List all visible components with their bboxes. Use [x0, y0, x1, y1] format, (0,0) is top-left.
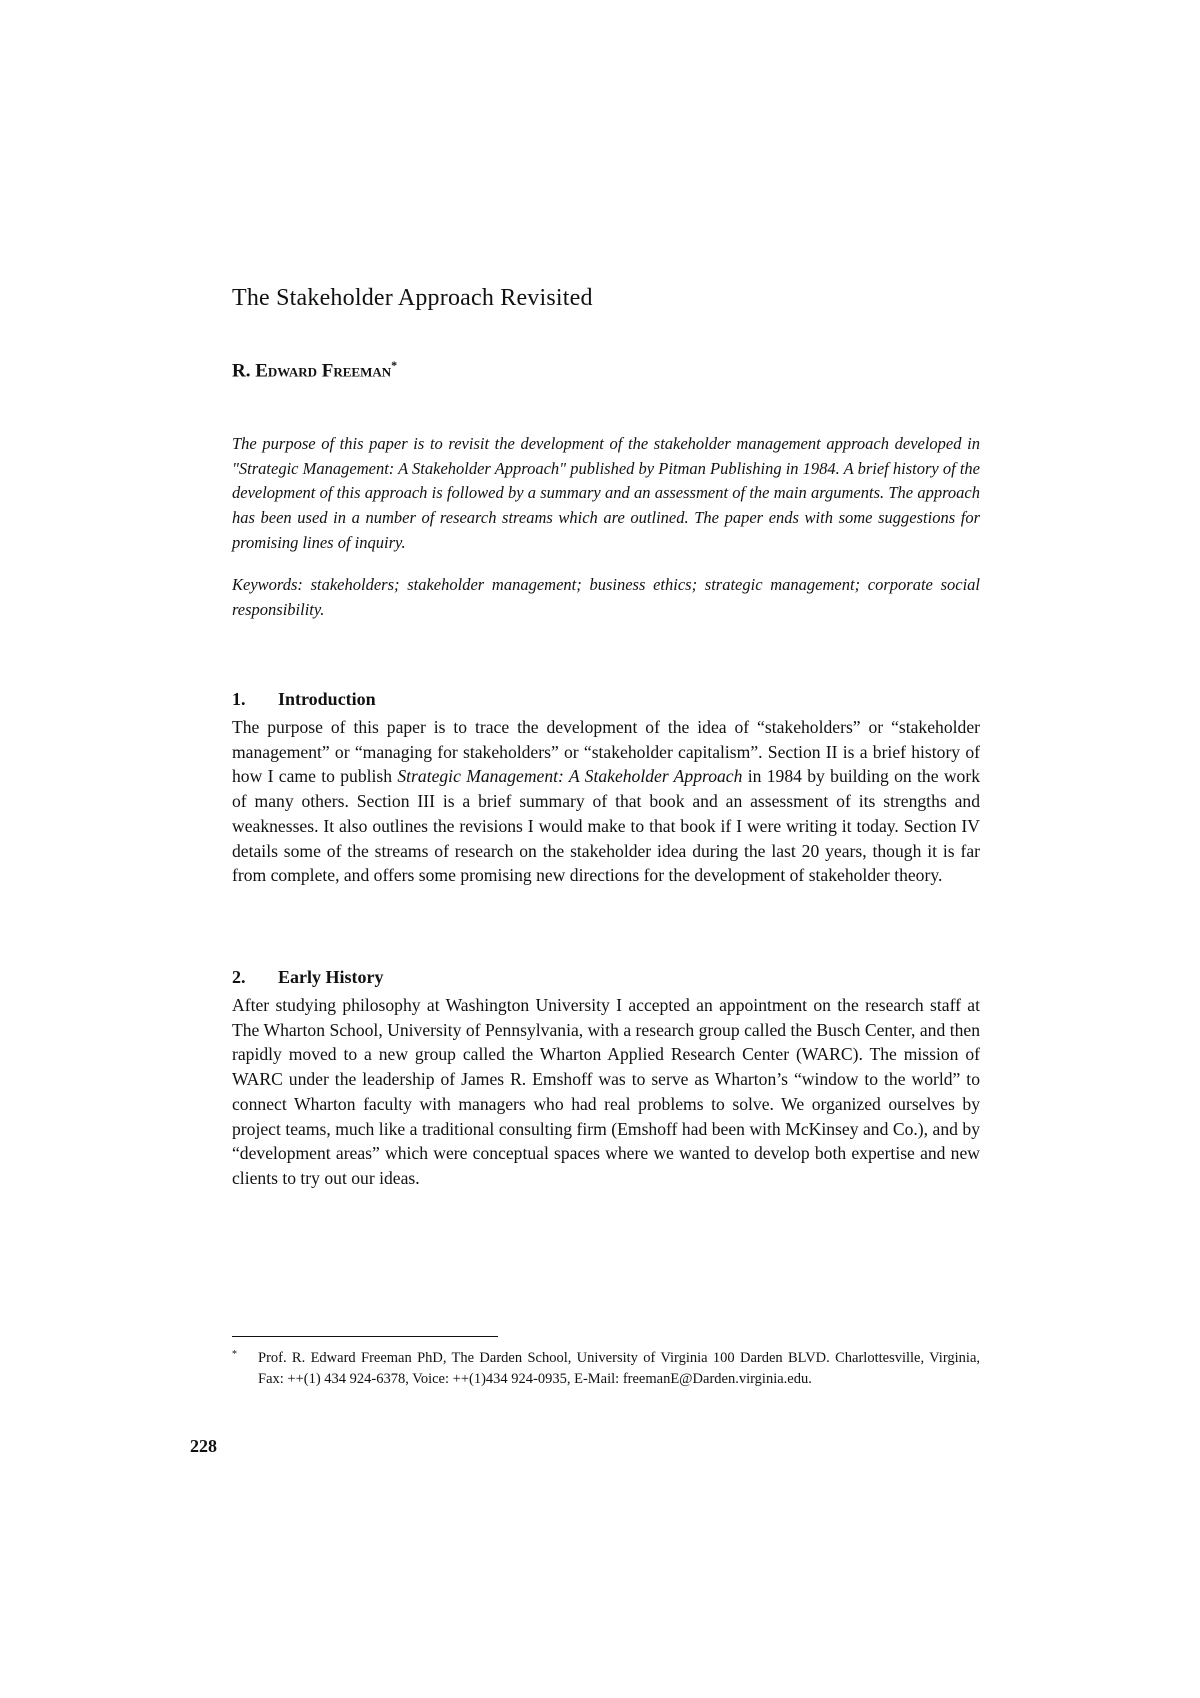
section-number: 2. — [232, 967, 246, 987]
keywords: Keywords: stakeholders; stakeholder management; business ethics; strategic management; corporate social responsibility. — [232, 575, 980, 619]
section-number: 1. — [232, 689, 246, 709]
paper-title: The Stakeholder Approach Revisited — [232, 285, 593, 311]
body-text: The purpose of this paper is to trace the development of the idea of “stakeholders” or “stakeholder management” or “managing for stakeholders” or “stakeholder capitalism”. Section II is a brief history of how I came to publish — [232, 717, 980, 787]
footnote-mark: * — [232, 1349, 237, 1360]
footnote — [232, 1348, 980, 1390]
abstract: The purpose of this paper is to revisit the development of the stakeholder management approach developed in "Strategic Management: A Stakeholder Approach" published by Pitman Publishing in 1984. A brief history of the development of this approach is followed by a summary and an assessment of the main arguments. The approach has been used in a number of research streams which are outlined. The paper ends with some suggestions for promising lines of inquiry. — [232, 434, 980, 552]
section-heading-early-history — [232, 967, 384, 988]
author-line — [232, 358, 397, 382]
section-title: Early History — [278, 967, 384, 987]
book-title-italic: Strategic Management: A Stakeholder Approach — [397, 766, 743, 787]
author-name: R. Edward Freeman — [232, 360, 392, 382]
author-footnote-mark: * — [391, 358, 398, 372]
footnote-divider — [232, 1336, 498, 1337]
footnote-text: Prof. R. Edward Freeman PhD, The Darden School, University of Virginia 100 Darden BLVD. Charlottesville, Virginia, Fax: ++(1) 434 924-6378, Voice: ++(1)434 924-0935, E-Mail: freemanE@Darden.virginia.edu. — [258, 1350, 980, 1387]
section-title: Introduction — [278, 689, 376, 709]
body-text: in 1984 by building on the work of many others. Section III is a brief summary of that book and an assessment of its strengths and weaknesses. It also outlines the revisions I would make to that book if I were writing it today. Section IV details some of the streams of research on the stakeholder idea during the last 20 years, though it is far from complete, and offers some promising new directions for the development of stakeholder theory. — [232, 766, 980, 886]
section-heading-introduction — [232, 689, 376, 710]
section-body-early-history: After studying philosophy at Washington University I accepted an appointment on the research staff at The Wharton School, University of Pennsylvania, with a research group called the Busch Center, and then rapidly moved to a new group called the Wharton Applied Research Center (WARC). The mission of WARC under the leadership of James R. Emshoff was to serve as Wharton’s “window to the world” to connect Wharton faculty with managers who had real problems to solve. We organized ourselves by project teams, much like a traditional consulting firm (Emshoff had been with McKinsey and Co.), and by “development areas” which were conceptual spaces where we wanted to develop both expertise and new clients to try out our ideas. — [232, 995, 980, 1188]
page-number: 228 — [190, 1436, 217, 1456]
section-body-introduction — [232, 715, 980, 888]
